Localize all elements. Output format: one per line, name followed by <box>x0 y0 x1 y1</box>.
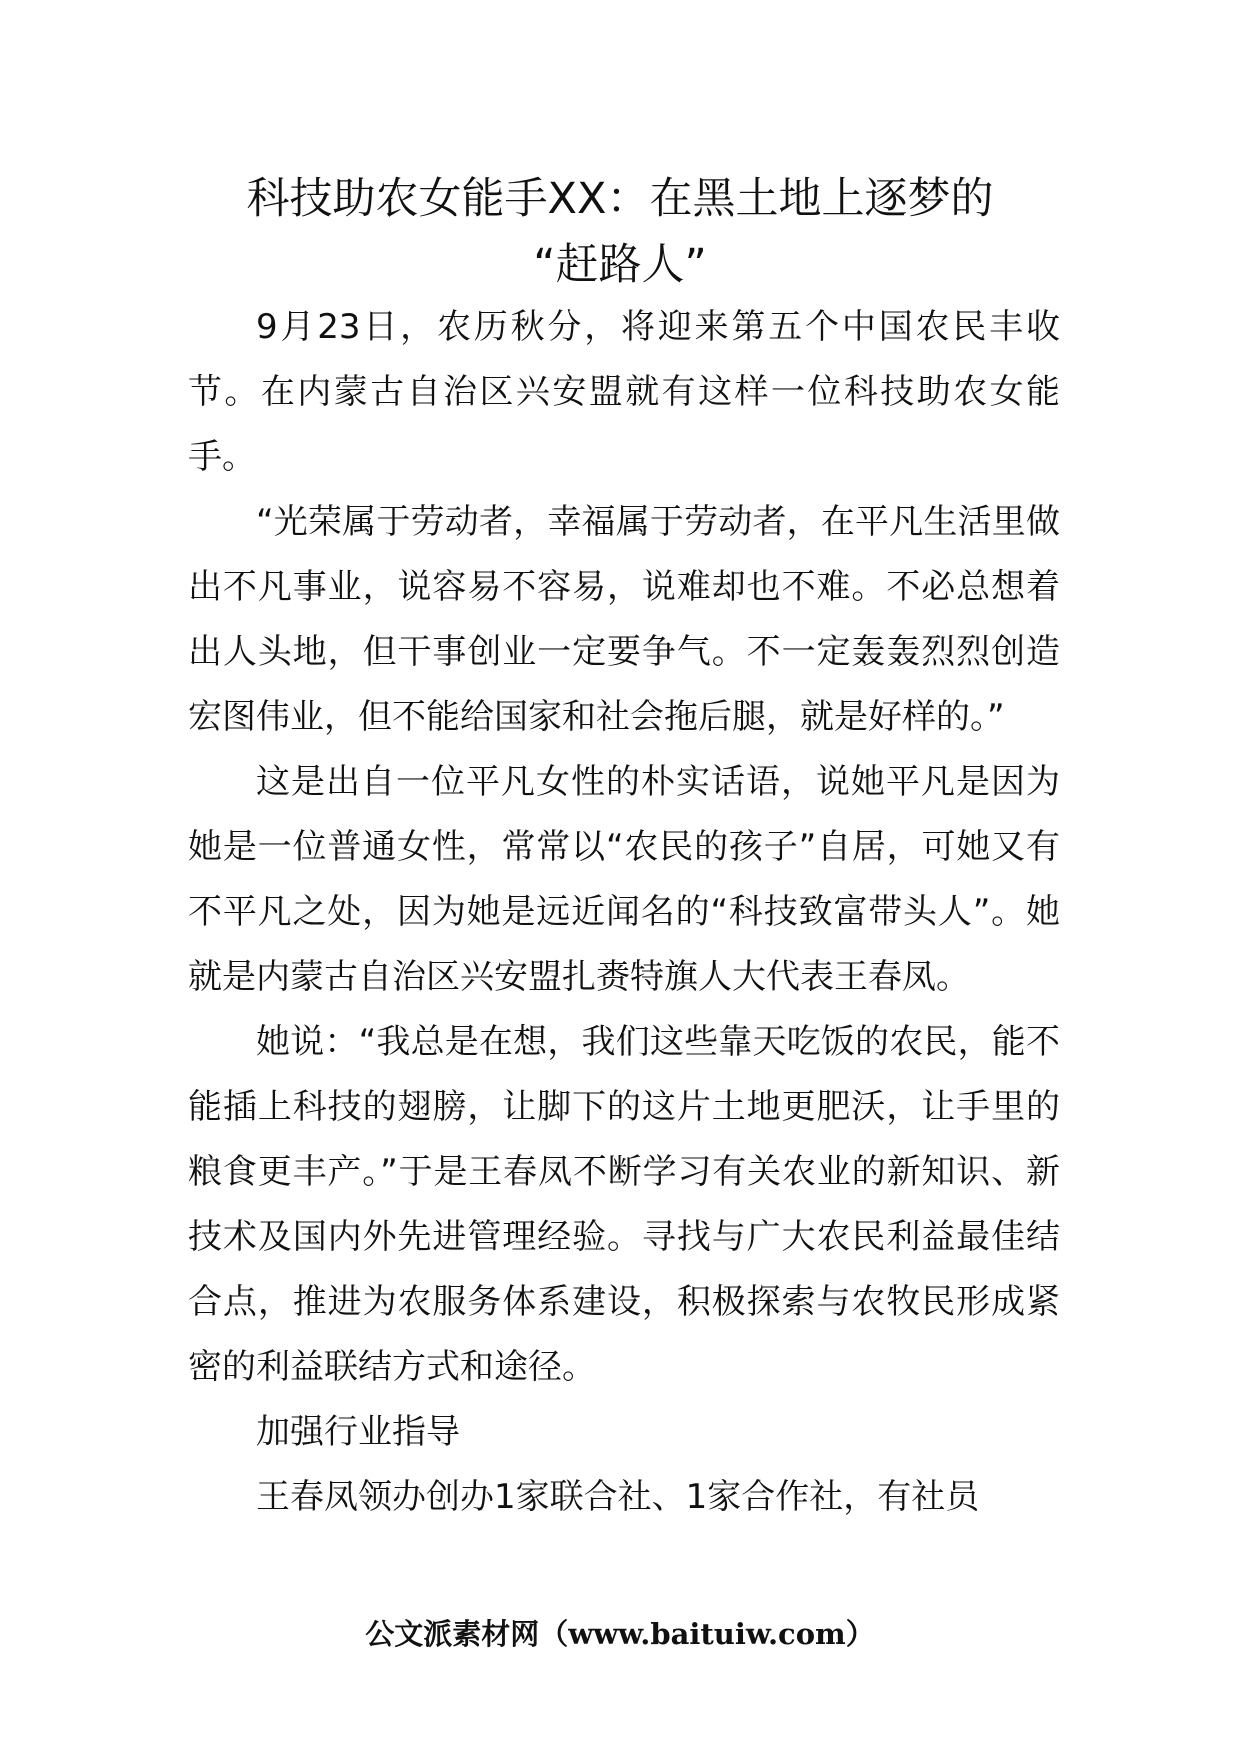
title-line-2: “赶路人” <box>533 240 707 290</box>
paragraph-1: 9月23日，农历秋分，将迎来第五个中国农民丰收节。在内蒙古自治区兴安盟就有这样一位科技助农女能手。 <box>188 307 1060 477</box>
page-footer: 公文派素材网（www.baituiw.com） <box>365 1617 875 1651</box>
document-title <box>150 166 1090 298</box>
document-body <box>188 295 1060 1530</box>
paragraph-5: 王春凤领办创办1家联合社、1家合作社，有社员 <box>256 1477 980 1517</box>
section-heading: 加强行业指导 <box>256 1412 460 1452</box>
paragraph-4: 她说：“我总是在想，我们这些靠天吃饭的农民，能不能插上科技的翅膀，让脚下的这片土地更肥沃，让手里的粮食更丰产。”于是王春凤不断学习有关农业的新知识、新技术及国内外先进管理经验。寻找与广大农民利益最佳结合点，推进为农服务体系建设，积极探索与农牧民形成紧密的利益联结方式和途径。 <box>188 1022 1060 1387</box>
paragraph-2: “光荣属于劳动者，幸福属于劳动者，在平凡生活里做出不凡事业，说容易不容易，说难却也不难。不必总想着出人头地，但干事创业一定要争气。不一定轰轰烈烈创造宏图伟业，但不能给国家和社会拖后腿，就是好样的。” <box>188 502 1060 737</box>
title-line-1: 科技助农女能手XX：在黑土地上逐梦的 <box>246 174 994 224</box>
paragraph-3: 这是出自一位平凡女性的朴实话语，说她平凡是因为她是一位普通女性，常常以“农民的孩子”自居，可她又有不平凡之处，因为她是远近闻名的“科技致富带头人”。她就是内蒙古自治区兴安盟扎赉特旗人大代表王春凤。 <box>188 762 1060 997</box>
